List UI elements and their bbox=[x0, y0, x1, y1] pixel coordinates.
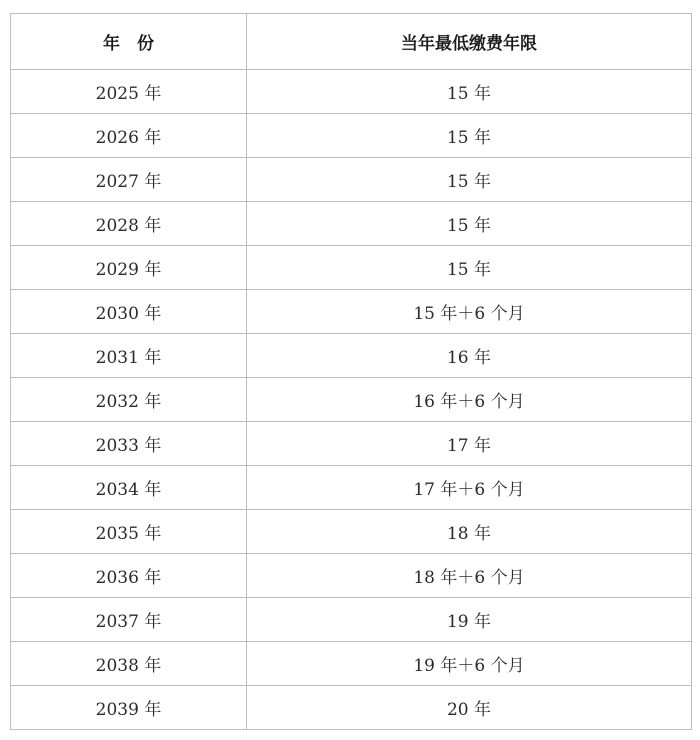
table-row bbox=[11, 114, 692, 158]
table-row bbox=[11, 334, 692, 378]
limit-cell: 16 年＋6 个月 bbox=[247, 378, 692, 422]
table-row bbox=[11, 422, 692, 466]
limit-cell: 17 年＋6 个月 bbox=[247, 466, 692, 510]
year-cell: 2036 年 bbox=[11, 554, 247, 598]
year-cell: 2025 年 bbox=[11, 70, 247, 114]
limit-cell: 19 年＋6 个月 bbox=[247, 642, 692, 686]
limit-cell: 15 年 bbox=[247, 70, 692, 114]
table-row bbox=[11, 642, 692, 686]
table-row bbox=[11, 554, 692, 598]
limit-cell: 18 年＋6 个月 bbox=[247, 554, 692, 598]
year-cell: 2032 年 bbox=[11, 378, 247, 422]
contribution-years-table bbox=[10, 13, 692, 730]
year-cell: 2038 年 bbox=[11, 642, 247, 686]
table-row bbox=[11, 290, 692, 334]
year-cell: 2029 年 bbox=[11, 246, 247, 290]
limit-cell: 15 年＋6 个月 bbox=[247, 290, 692, 334]
year-cell: 2039 年 bbox=[11, 686, 247, 730]
contribution-table-container bbox=[10, 13, 691, 730]
table-row bbox=[11, 70, 692, 114]
limit-cell: 15 年 bbox=[247, 114, 692, 158]
limit-cell: 15 年 bbox=[247, 158, 692, 202]
table-row bbox=[11, 378, 692, 422]
table-row bbox=[11, 158, 692, 202]
year-cell: 2034 年 bbox=[11, 466, 247, 510]
limit-cell: 20 年 bbox=[247, 686, 692, 730]
limit-cell: 16 年 bbox=[247, 334, 692, 378]
table-row bbox=[11, 466, 692, 510]
table-row bbox=[11, 686, 692, 730]
header-row bbox=[11, 14, 692, 70]
year-cell: 2026 年 bbox=[11, 114, 247, 158]
limit-cell: 18 年 bbox=[247, 510, 692, 554]
limit-cell: 17 年 bbox=[247, 422, 692, 466]
table-header bbox=[11, 14, 692, 70]
year-cell: 2027 年 bbox=[11, 158, 247, 202]
year-cell: 2037 年 bbox=[11, 598, 247, 642]
limit-cell: 15 年 bbox=[247, 202, 692, 246]
year-cell: 2031 年 bbox=[11, 334, 247, 378]
year-cell: 2030 年 bbox=[11, 290, 247, 334]
table-row bbox=[11, 246, 692, 290]
table-row bbox=[11, 598, 692, 642]
table-body bbox=[11, 70, 692, 730]
year-cell: 2028 年 bbox=[11, 202, 247, 246]
year-cell: 2033 年 bbox=[11, 422, 247, 466]
year-cell: 2035 年 bbox=[11, 510, 247, 554]
table-row bbox=[11, 510, 692, 554]
limit-cell: 19 年 bbox=[247, 598, 692, 642]
table-row bbox=[11, 202, 692, 246]
limit-cell: 15 年 bbox=[247, 246, 692, 290]
header-year: 年 份 bbox=[11, 14, 247, 70]
header-min-contribution-years: 当年最低缴费年限 bbox=[247, 14, 692, 70]
